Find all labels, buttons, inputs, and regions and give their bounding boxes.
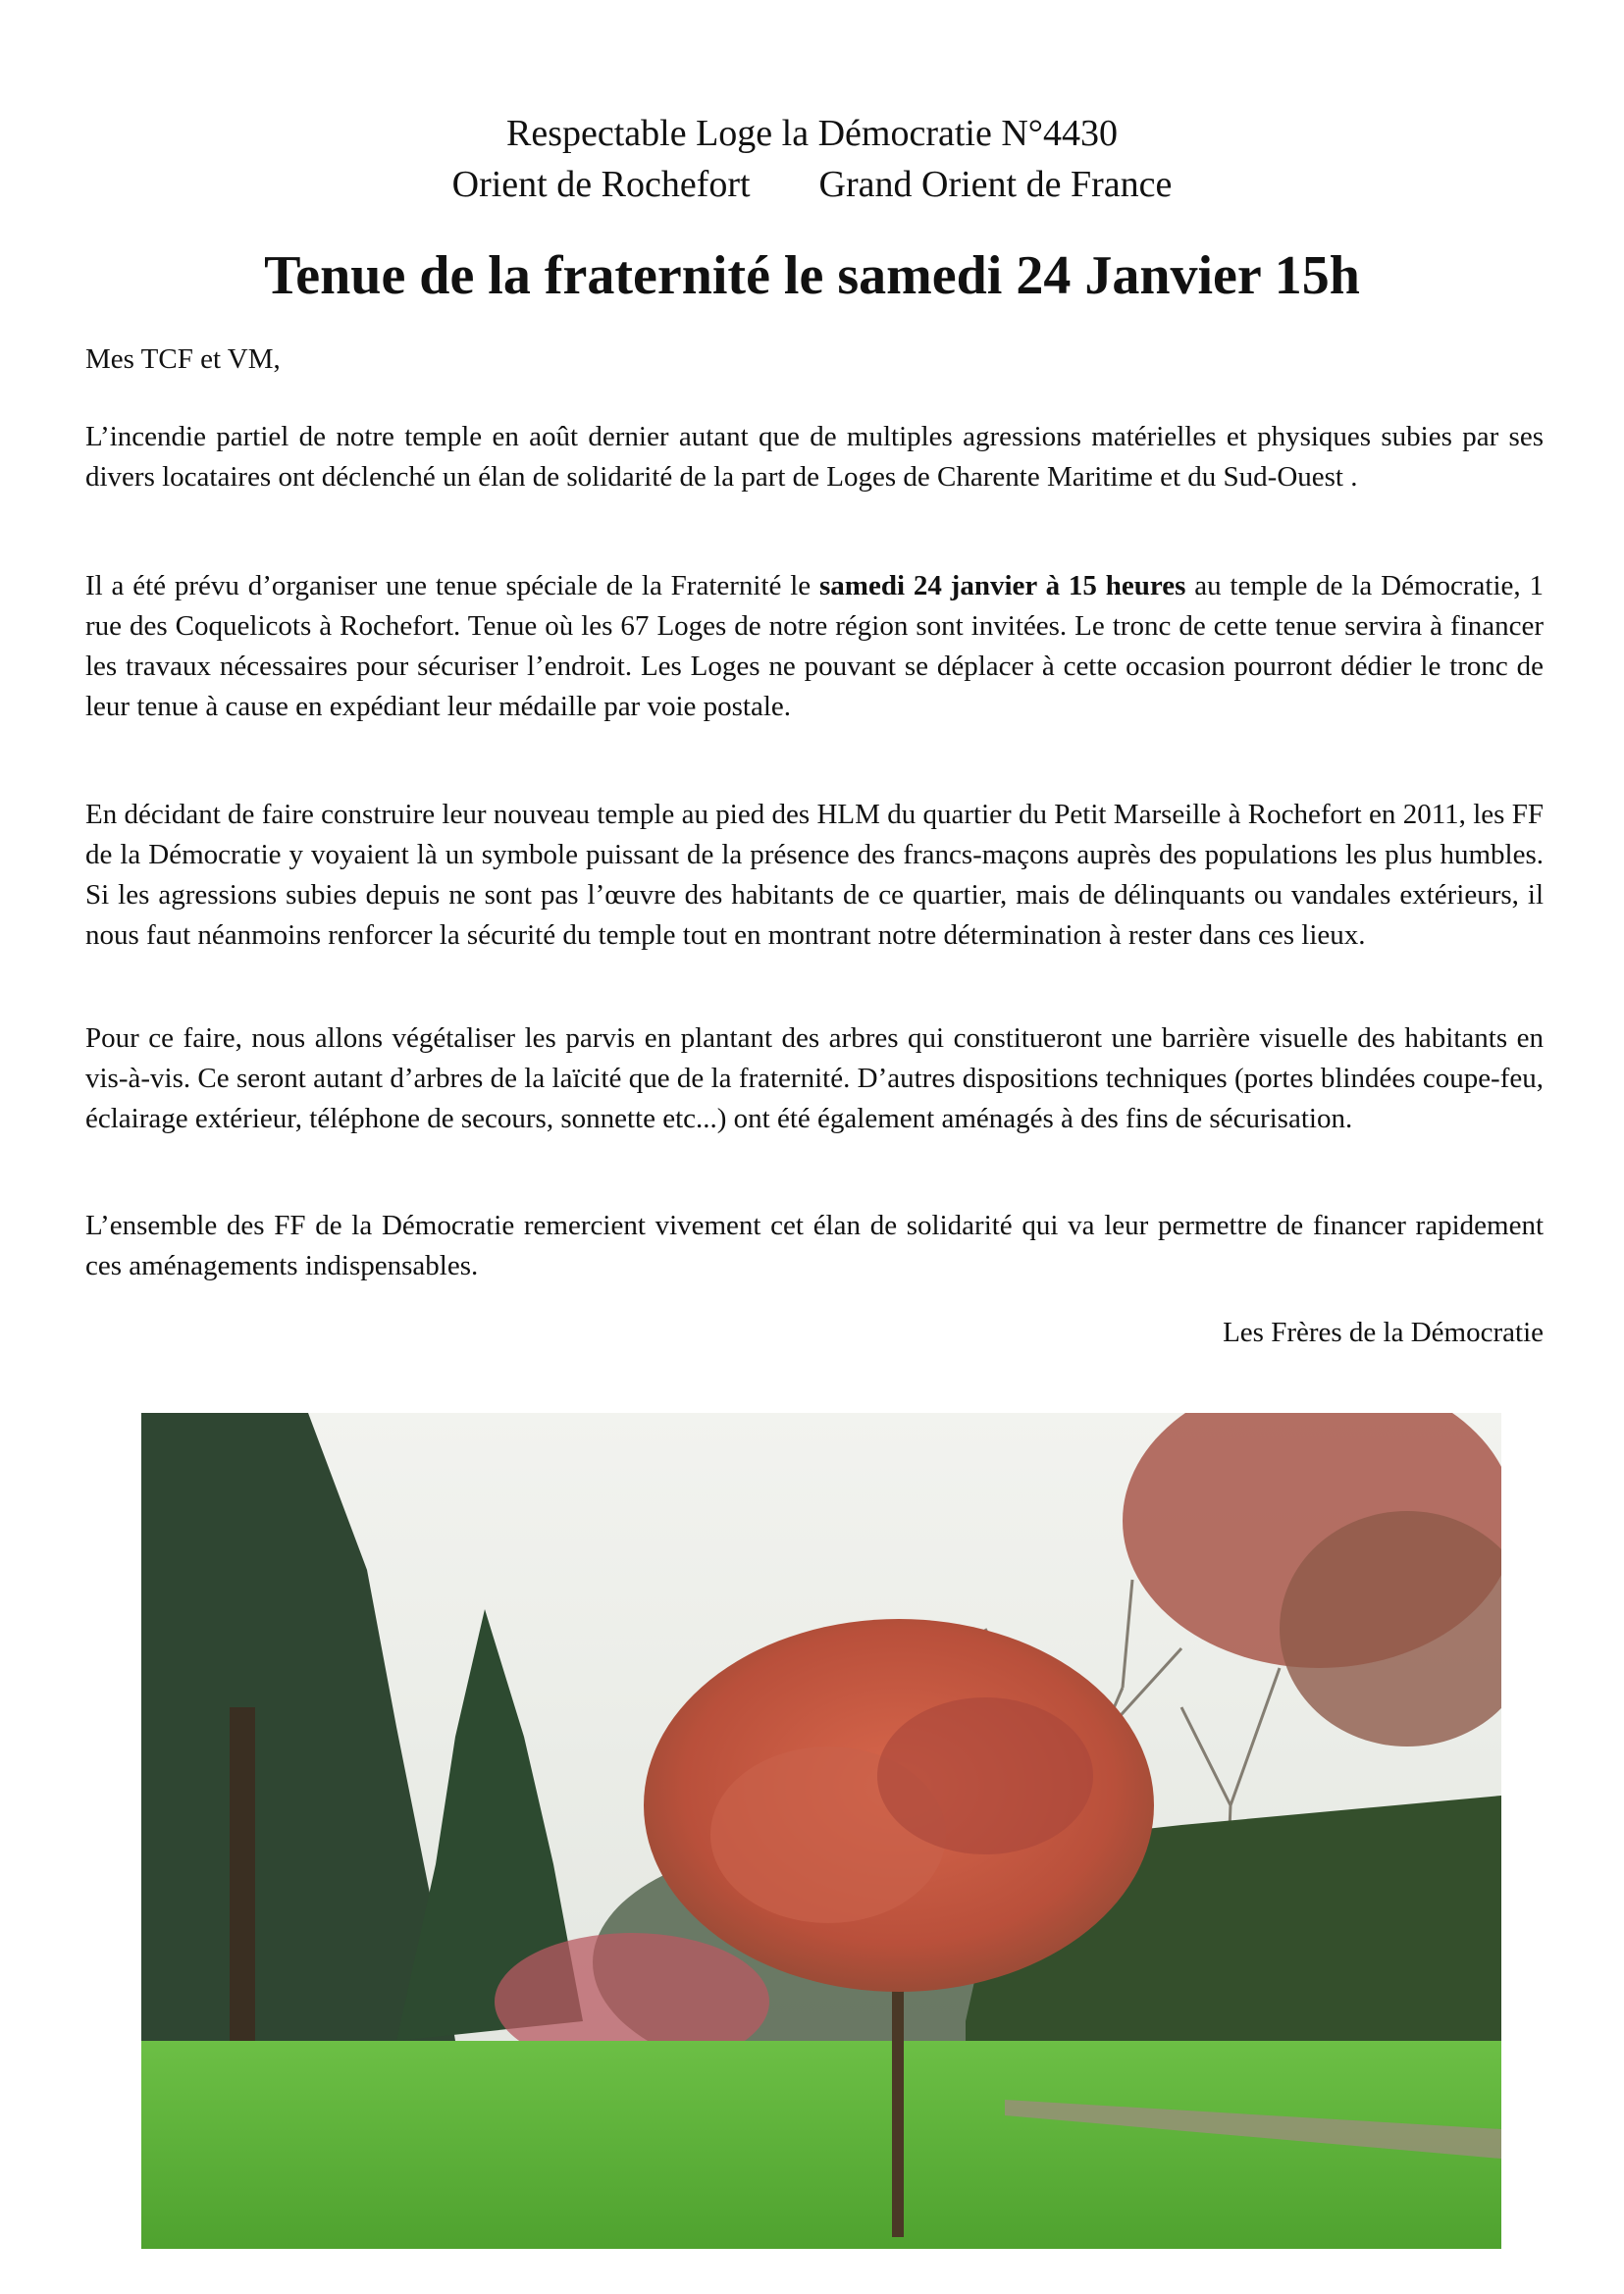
paragraph-trees	[85, 1018, 1544, 1139]
photo-lawn	[141, 2041, 1501, 2249]
paragraph-fire	[85, 417, 1544, 497]
lodge-obedience: Grand Orient de France	[818, 164, 1173, 205]
lodge-orient-line	[0, 159, 1624, 210]
paragraph-fire-text: L’incendie partiel de notre temple en août dernier autant que de multiples agressions matérielles et physiques subies par ses divers locataires ont déclenché un élan de solidarité de la part de Loges de Charente Maritime et du Sud-Ouest .	[85, 421, 1544, 493]
paragraph-trees-text: Pour ce faire, nous allons végétaliser les parvis en plantant des arbres qui constitueront une barrière visuelle des habitants en vis-à-vis. Ce seront autant d’arbres de la laïcité que de la fraternité. D’autres dispositions techniques (portes blindées coupe-feu, éclairage extérieur, téléphone de secours, sonnette etc...) ont été également aménagés à des fins de sécurisation.	[85, 1022, 1544, 1134]
paragraph-meeting	[85, 566, 1544, 727]
lodge-name: Respectable Loge la Démocratie N°4430	[506, 113, 1118, 154]
document-title: Tenue de la fraternité le samedi 24 Janvier 15h	[264, 245, 1360, 306]
signature: Les Frères de la Démocratie	[1223, 1317, 1544, 1348]
meeting-date-time: samedi 24 janvier à 15 heures	[819, 570, 1186, 601]
paragraph-thanks-text: L’ensemble des FF de la Démocratie remercient vivement cet élan de solidarité qui va leur permettre de financer rapidement ces aménagements indispensables.	[85, 1210, 1544, 1281]
lodge-orient: Orient de Rochefort	[451, 164, 751, 205]
paragraph-meeting-lead: Il a été prévu d’organiser une tenue spéciale de la Fraternité le	[85, 570, 819, 601]
garden-photo	[141, 1413, 1501, 2249]
paragraph-meeting-rest: au temple de la Démocratie, 1 rue des Coquelicots à Rochefort. Tenue où les 67 Loges de notre région sont invitées. Le tronc de cette tenue servira à financer les travaux nécessaires pour sécuriser l’endroit. Les Loges ne pouvant se déplacer à cette occasion pourront dédier le tronc de leur tenue à cause en expédiant leur médaille par voie postale.	[85, 570, 1544, 722]
paragraph-temple	[85, 795, 1544, 956]
paragraph-temple-text: En décidant de faire construire leur nouveau temple au pied des HLM du quartier du Petit Marseille à Rochefort en 2011, les FF de la Démocratie y voyaient là un symbole puissant de la présence des francs-maçons auprès des populations les plus humbles. Si les agressions subies depuis ne sont pas l’œuvre des habitants de ce quartier, mais de délinquants ou vandales extérieurs, il nous faut néanmoins renforcer la sécurité du temple tout en montrant notre détermination à rester dans ces lieux.	[85, 799, 1544, 951]
greeting: Mes TCF et VM,	[85, 343, 281, 375]
paragraph-thanks	[85, 1206, 1544, 1286]
